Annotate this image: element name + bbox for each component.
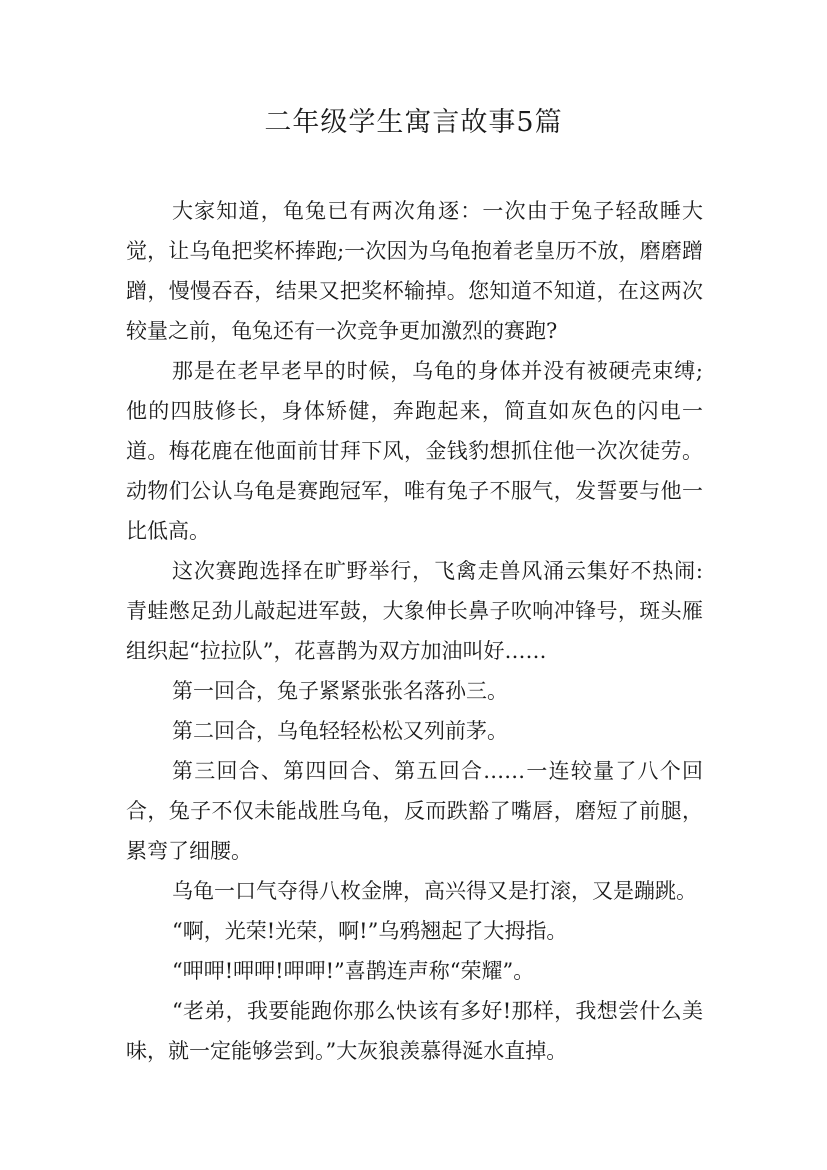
paragraph: “呷呷!呷呷!呷呷!”喜鹊连声称“荣耀”。 <box>172 959 535 983</box>
paragraph: 第一回合，兔子紧紧张张名落孙三。 <box>172 679 508 703</box>
paragraph: 第三回合、第四回合、第五回合……一连较量了八个回合，兔子不仅未能战胜乌龟，反而跌豁了嘴唇，磨短了前腿，累弯了细腰。 <box>126 759 703 863</box>
paragraph: 那是在老早老早的时候，乌龟的身体并没有被硬壳束缚;他的四肢修长，身体矫健，奔跑起来，简直如灰色的闪电一道。梅花鹿在他面前甘拜下风，金钱豹想抓住他一次次徒劳。动物们公认乌龟是赛跑冠军，唯有兔子不服气，发誓要与他一比低高。 <box>126 359 703 543</box>
document-body <box>126 191 703 1071</box>
paragraph: 第二回合，乌龟轻轻松松又列前茅。 <box>172 719 508 743</box>
document-title: 二年级学生寓言故事5篇 <box>264 107 563 138</box>
paragraph: “老弟，我要能跑你那么快该有多好!那样，我想尝什么美味，就一定能够尝到。”大灰狼羡慕得涎水直掉。 <box>126 999 703 1063</box>
paragraph: 乌龟一口气夺得八枚金牌，高兴得又是打滚，又是蹦跳。 <box>172 879 697 903</box>
paragraph: “啊，光荣!光荣，啊!”乌鸦翘起了大拇指。 <box>172 919 568 943</box>
paragraph: 这次赛跑选择在旷野举行，飞禽走兽风涌云集好不热闹:青蛙憋足劲儿敲起进军鼓，大象伸长鼻子吹响冲锋号，斑头雁组织起“拉拉队”，花喜鹊为双方加油叫好…… <box>126 559 703 663</box>
paragraph: 大家知道，龟兔已有两次角逐：一次由于兔子轻敌睡大觉，让乌龟把奖杯捧跑;一次因为乌龟抱着老皇历不放，磨磨蹭蹭，慢慢吞吞，结果又把奖杯输掉。您知道不知道，在这两次较量之前，龟兔还有一次竞争更加激烈的赛跑? <box>126 199 703 343</box>
